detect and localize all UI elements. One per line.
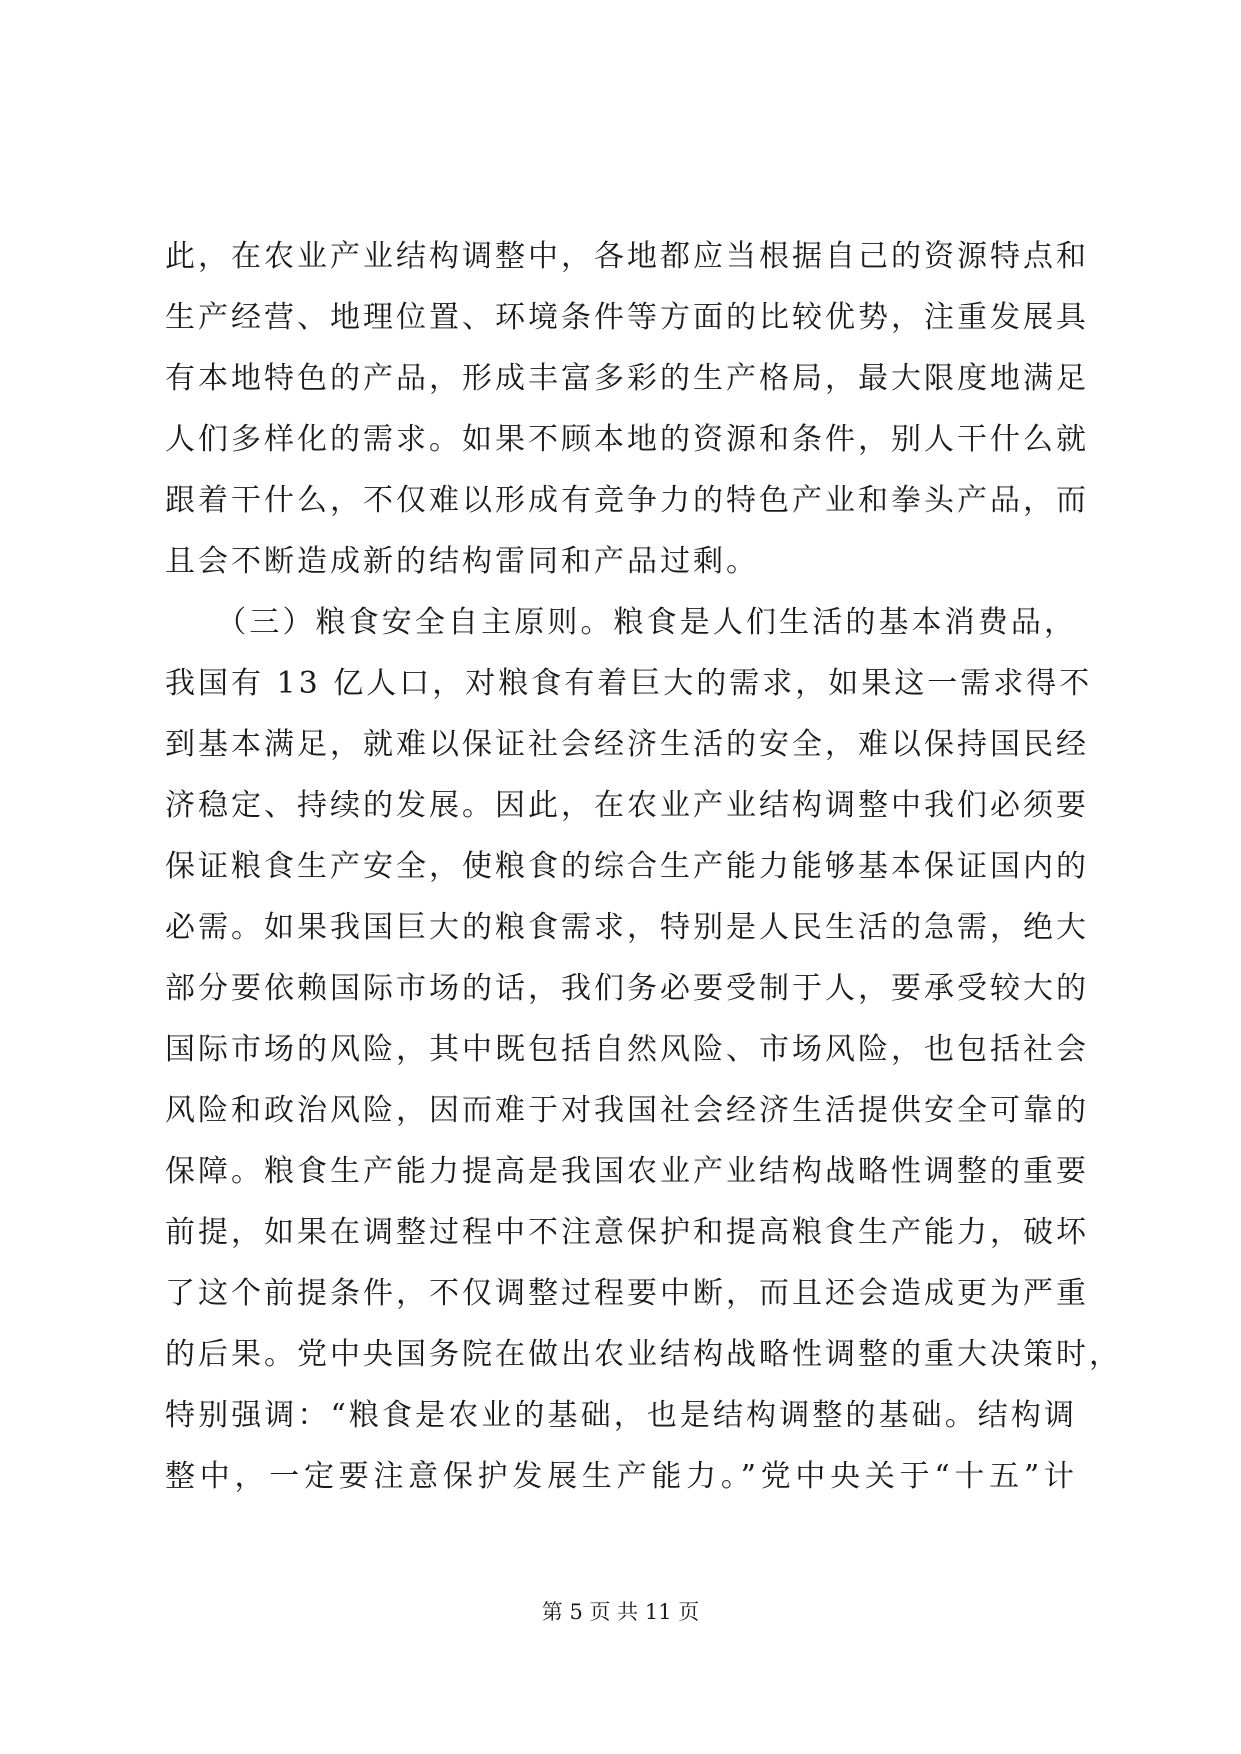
text-line: （三）粮食安全自主原则。粮食是人们生活的基本消费品， [165,605,1077,640]
text-line: 特别强调：“粮食是农业的基础，也是结构调整的基础。结构调 [165,1398,1077,1433]
text-line: 保证粮食生产安全，使粮食的综合生产能力能够基本保证国内的 [165,849,1089,884]
text-line: 有本地特色的产品，形成丰富多彩的生产格局，最大限度地满足 [165,361,1089,396]
text-line: 济稳定、持续的发展。因此，在农业产业结构调整中我们必须要 [165,788,1089,823]
text-line: 我国有 13 亿人口，对粮食有着巨大的需求，如果这一需求得不 [165,666,1093,701]
text-line: 前提，如果在调整过程中不注意保护和提高粮食生产能力，破坏 [165,1215,1089,1250]
text-line: 且会不断造成新的结构雷同和产品过剩。 [165,544,759,579]
text-line: 的后果。党中央国务院在做出农业结构战略性调整的重大决策时， [165,1337,1122,1372]
text-line: 人们多样化的需求。如果不顾本地的资源和条件，别人干什么就 [165,422,1089,457]
text-line: 到基本满足，就难以保证社会经济生活的安全，难以保持国民经 [165,727,1089,762]
text-line: 国际市场的风险，其中既包括自然风险、市场风险，也包括社会 [165,1032,1089,1067]
text-line: 保障。粮食生产能力提高是我国农业产业结构战略性调整的重要 [165,1154,1089,1189]
text-line: 了这个前提条件，不仅调整过程要中断，而且还会造成更为严重 [165,1276,1089,1311]
body-text [165,226,1122,1507]
text-line: 生产经营、地理位置、环境条件等方面的比较优势，注重发展具 [165,300,1089,335]
text-line: 整中，一定要注意保护发展生产能力。”党中央关于“十五”计 [165,1459,1077,1494]
page-number-footer: 第 5 页 共 11 页 [541,1600,700,1624]
text-line: 跟着干什么，不仅难以形成有竞争力的特色产业和拳头产品，而 [165,483,1089,518]
text-line: 必需。如果我国巨大的粮食需求，特别是人民生活的急需，绝大 [165,910,1089,945]
text-line: 部分要依赖国际市场的话，我们务必要受制于人，要承受较大的 [165,971,1089,1006]
text-line: 风险和政治风险，因而难于对我国社会经济生活提供安全可靠的 [165,1093,1089,1128]
text-line: 此，在农业产业结构调整中，各地都应当根据自己的资源特点和 [165,239,1089,274]
